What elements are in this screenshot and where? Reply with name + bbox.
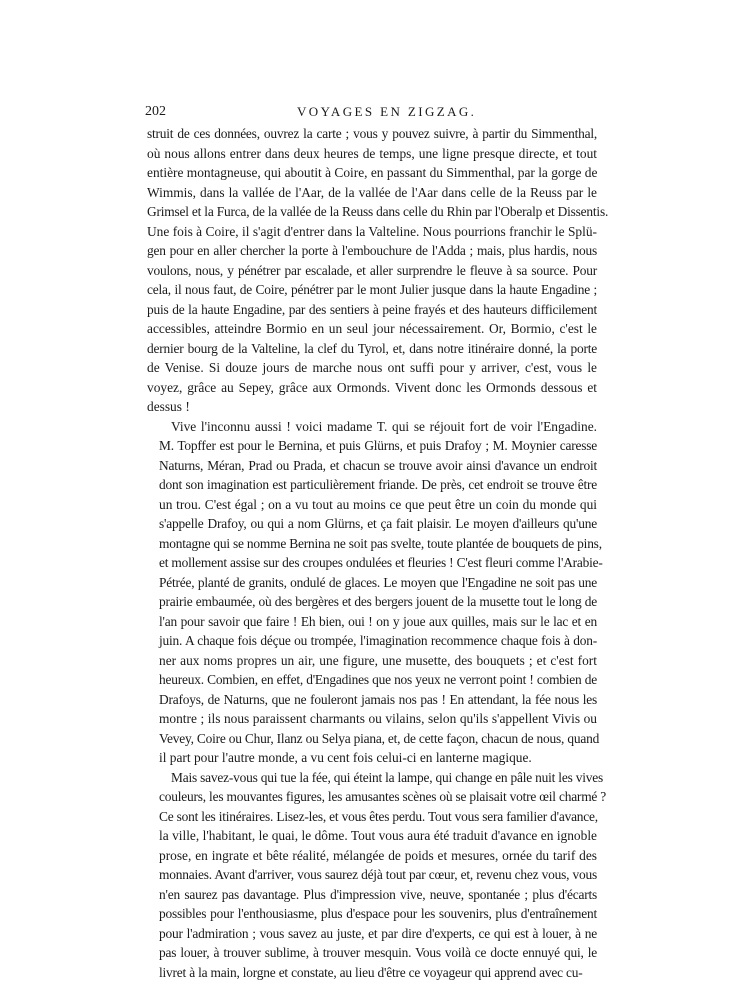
text-line: n'en saurez pas davantage. Plus d'impression vive, neuve, spontanée ; plus d'écarts — [159, 886, 597, 902]
text-line: Wimmis, dans la vallée de l'Aar, de la vallée de l'Aar dans celle de la Reuss par le — [147, 184, 597, 200]
text-line: cela, il nous faut, de Coire, pénétrer par le mont Julier jusque dans la haute Engadine ; — [147, 282, 597, 297]
text-line: couleurs, les mouvantes figures, les amusantes scènes où se plaisait votre œil charmé ? — [159, 789, 607, 804]
text-line: Grimsel et la Furca, de la vallée de la Reuss dans celle du Rhin par l'Oberalp et Dissentis. — [147, 204, 609, 219]
text-line: accessibles, atteindre Bormio en un seul jour nécessairement. Or, Bormio, c'est le — [147, 321, 597, 336]
text-line: l'an pour savoir que faire ! Eh bien, oui ! on y joue aux quilles, mais sur le lac et en — [159, 613, 597, 629]
text-line: un trou. C'est égal ; on a vu tout au moins ce que peut être un coin du monde qui — [159, 496, 597, 512]
text-line: où nous allons entrer dans deux heures de temps, une ligne presque directe, et tout — [147, 145, 597, 161]
text-line: montagne qui se nomme Bernina ne soit pas svelte, toute plantée de bouquets de pins, — [159, 535, 602, 551]
text-line: Naturns, Méran, Prad ou Prada, et chacun se trouve avoir ainsi d'avance un endroit — [159, 457, 597, 473]
text-line: ner aux noms propres un air, une figure, une musette, des bouquets ; et c'est fort — [159, 652, 597, 668]
text-line: prose, en ingrate et bête réalité, mélangée de poids et mesures, ornée du tarif des — [159, 847, 597, 863]
text-line: dernier bourg de la Valteline, la clef du Tyrol, et, dans notre itinéraire donné, la porte — [147, 340, 597, 356]
text-line: Une fois à Coire, il s'agit d'entrer dans la Valteline. Nous pourrions franchir le Splü- — [147, 223, 597, 239]
text-line: voulons, nous, y pénétrer par escalade, et aller surprendre le fleuve à sa source. Pour — [147, 262, 597, 278]
text-line: possibles pour l'enthousiasme, plus d'espace pour les souvenirs, plus d'entraînement — [159, 906, 597, 921]
paragraph — [147, 417, 603, 768]
text-line: struit de ces données, ouvrez la carte ; vous y pouvez suivre, à partir du Simmenthal, — [147, 126, 597, 141]
text-line: entière montagneuse, qui aboutit à Coire, en passant du Simmenthal, par la gorge de — [147, 165, 598, 180]
text-line: pas louer, à trouver sublime, à trouver mesquin. Vous voilà ce docte ennuyé qui, le — [159, 945, 597, 960]
book-page — [145, 104, 609, 980]
text-line: Mais savez-vous qui tue la fée, qui éteint la lampe, qui change en pâle nuit les vives — [171, 769, 603, 785]
text-line: Drafoys, de Naturns, que ne fouleront jamais nos pas ! En attendant, la fée nous les — [159, 691, 597, 707]
text-line: dont son imagination est particulièrement friande. De près, cet endroit se trouve être — [159, 477, 597, 492]
text-line: Vevey, Coire ou Chur, Ilanz ou Selya piana, et, de cette façon, chacun de nous, quand — [159, 730, 600, 746]
text-line: montre ; ils nous paraissent charmants ou vilains, selon qu'ils s'appellent Vivis ou — [159, 711, 597, 726]
text-line: gen pour en aller chercher la porte à l'embouchure de l'Adda ; mais, plus hardis, nous — [147, 243, 597, 258]
page-header — [147, 104, 597, 124]
text-line: heureux. Combien, en effet, d'Engadines que nos yeux ne verront point ! combien de — [159, 672, 597, 687]
text-line: et mollement assise sur des croupes ondulées et fleuries ! C'est fleuri comme l'Arabie- — [159, 555, 603, 570]
text-line: livret à la main, lorgne et constate, au lieu d'être ce voyageur qui apprend avec cu- — [159, 964, 583, 980]
text-line: il part pour l'autre monde, a vu cent fois celui-ci en lanterne magique. — [159, 750, 532, 765]
text-line: dessus ! — [147, 399, 190, 414]
text-line: Ce sont les itinéraires. Lisez-les, et vous êtes perdu. Tout vous sera familier d'avance, — [159, 808, 598, 824]
running-title: VOYAGES EN ZIGZAG. — [297, 104, 477, 119]
text-line: la ville, l'habitant, le quai, le dôme. Tout vous aura été traduit d'avance en ignoble — [159, 828, 597, 843]
text-line: Pétrée, planté de granits, ondulé de glaces. Le moyen que l'Engadine ne soit pas une — [159, 574, 597, 590]
page-number: 202 — [145, 104, 166, 119]
text-line: s'appelle Drafoy, ou qui a nom Glürns, et ça fait plaisir. Le moyen d'ailleurs qu'une — [159, 516, 597, 531]
text-line: monnaies. Avant d'arriver, vous saurez déjà tout par cœur, et, revenu chez vous, vous — [159, 867, 597, 882]
body-text — [147, 124, 609, 982]
text-line: prairie embaumée, où des bergères et des bergers jouent de la musette tout le long de — [159, 594, 597, 609]
text-line: de Venise. Si douze jours de marche nous ont suffi pour y arriver, c'est, vous le — [147, 360, 597, 375]
text-line: voyez, grâce au Sepey, grâce aux Ormonds. Vivent donc les Ormonds dessous et — [147, 379, 597, 395]
paragraph — [147, 124, 609, 417]
text-line: pour l'admiration ; vous savez au juste, et par dire d'experts, ce qui est à louer, à ne — [159, 925, 597, 941]
paragraph — [147, 768, 607, 983]
text-line: puis de la haute Engadine, par des sentiers à peine frayés et des hauteurs difficilement — [147, 301, 597, 317]
text-line: Vive l'inconnu aussi ! voici madame T. qui se réjouit fort de voir l'Engadine. — [171, 418, 597, 434]
text-line: M. Topffer est pour le Bernina, et puis Glürns, et puis Drafoy ; M. Moynier caresse — [159, 438, 597, 453]
text-line: juin. A chaque fois déçue ou trompée, l'imagination recommence chaque fois à don- — [159, 633, 597, 648]
